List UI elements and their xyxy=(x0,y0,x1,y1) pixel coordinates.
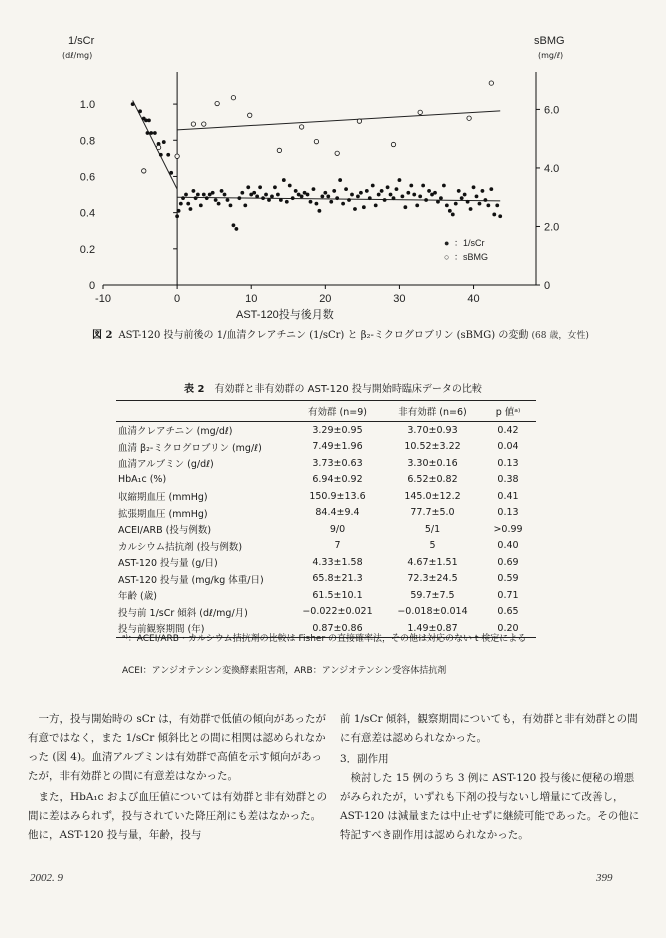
scatter-chart xyxy=(0,0,666,330)
data-point-sbmg xyxy=(418,110,422,114)
data-point-1-scr xyxy=(285,200,289,204)
data-point-sbmg xyxy=(248,113,252,117)
data-point-sbmg xyxy=(489,81,493,85)
data-point-1-scr xyxy=(353,207,357,211)
data-point-1-scr xyxy=(371,184,375,188)
legend-symbol-1: ● xyxy=(444,238,450,248)
data-point-1-scr xyxy=(315,202,319,206)
data-point-1-scr xyxy=(261,196,265,200)
data-point-1-scr xyxy=(192,189,196,193)
figure-number: 図 2 xyxy=(92,330,113,341)
footer-date: 2002. 9 xyxy=(30,872,63,884)
data-point-1-scr xyxy=(398,178,402,182)
table-cell-p: 0.65 xyxy=(497,606,519,618)
data-point-sbmg xyxy=(277,148,281,152)
data-point-1-scr xyxy=(400,194,404,198)
table-cell-p: 0.59 xyxy=(497,573,519,585)
data-point-1-scr xyxy=(240,191,244,195)
body-left-column xyxy=(28,710,328,847)
data-point-1-scr xyxy=(344,187,348,191)
data-point-1-scr xyxy=(166,153,170,157)
data-point-1-scr xyxy=(338,178,342,182)
table-cell-item: 血清 β₂-ミクログロブリン (mg/ℓ) xyxy=(118,442,262,454)
data-point-1-scr xyxy=(386,185,390,189)
data-point-1-scr xyxy=(486,204,490,208)
data-point-1-scr xyxy=(317,209,321,213)
table-row xyxy=(116,439,536,456)
data-point-1-scr xyxy=(445,204,449,208)
data-point-1-scr xyxy=(211,191,215,195)
data-point-1-scr xyxy=(451,213,455,217)
table-cell-effective: 150.9±13.6 xyxy=(309,490,366,502)
data-point-1-scr xyxy=(472,185,476,189)
legend-label-2: ：sBMG xyxy=(454,252,489,262)
data-point-1-scr xyxy=(454,202,458,206)
body-right-paragraph-1: 前 1/sCr 傾斜，観察期間についても，有効群と非有効群との間に有意差は認められなかった。 xyxy=(340,713,638,744)
data-point-1-scr xyxy=(149,131,153,135)
data-point-1-scr xyxy=(362,205,366,209)
table-cell-ineffective: 1.49±0.87 xyxy=(385,620,480,637)
table-cell-item: HbA₁c (%) xyxy=(118,474,167,486)
data-point-1-scr xyxy=(374,204,378,208)
table-title xyxy=(0,380,666,395)
data-point-1-scr xyxy=(184,193,188,197)
data-point-1-scr xyxy=(389,193,393,197)
table-cell-ineffective: 3.70±0.93 xyxy=(407,424,458,436)
data-point-sbmg xyxy=(335,151,339,155)
data-point-1-scr xyxy=(460,196,464,200)
data-point-1-scr xyxy=(288,184,292,188)
data-point-1-scr xyxy=(189,207,193,211)
data-point-1-scr xyxy=(162,140,166,144)
data-point-1-scr xyxy=(138,109,142,113)
data-point-1-scr xyxy=(356,194,360,198)
section-heading-side-effects: 3．副作用 xyxy=(340,753,389,765)
data-point-1-scr xyxy=(179,202,183,206)
table-cell-p: 0.38 xyxy=(497,474,519,486)
data-point-1-scr xyxy=(282,178,286,182)
table-cell-item: 投与前観察期間 (年) xyxy=(116,620,290,637)
data-point-1-scr xyxy=(205,196,209,200)
x-tick-label: 30 xyxy=(393,293,406,305)
data-point-1-scr xyxy=(409,184,413,188)
table-cell-ineffective: 145.0±12.2 xyxy=(404,490,461,502)
data-point-sbmg xyxy=(202,122,206,126)
data-point-1-scr xyxy=(276,193,280,197)
right-tick-label: 0 xyxy=(544,280,551,292)
table-cell-p: >0.99 xyxy=(493,523,523,535)
table-row xyxy=(116,521,536,538)
right-tick-label: 2.0 xyxy=(544,221,560,234)
table-header-p: p 値ᵃ⁾ xyxy=(480,401,536,422)
body-left-paragraph-1: 一方，投与開始時の sCr は，有効群で低値の傾向があったが有意ではなく，また 1/sCr 傾斜比との間に相関は認められなかった (図 4)。血清アルブミンは有効群で高値を示す傾向があったが，非有効群との間に有意差はなかった。 xyxy=(28,713,327,782)
data-point-1-scr xyxy=(495,204,499,208)
x-tick-label: -10 xyxy=(95,293,111,305)
data-point-sbmg xyxy=(314,139,318,143)
data-point-sbmg xyxy=(215,101,219,105)
left-tick-label: 0.8 xyxy=(79,135,96,148)
chart-axes xyxy=(80,72,559,305)
table-cell-effective: 0.87±0.86 xyxy=(290,620,385,637)
data-point-1-scr xyxy=(332,189,336,193)
data-point-1-scr xyxy=(492,213,496,217)
table-header-blank xyxy=(116,401,290,422)
table-header-effective: 有効群 (n=9) xyxy=(290,401,385,422)
data-point-1-scr xyxy=(186,202,190,206)
table-cell-p: 0.41 xyxy=(497,490,519,502)
table-cell-effective: 7.49±1.96 xyxy=(312,441,363,453)
data-point-1-scr xyxy=(146,131,150,135)
data-point-1-scr xyxy=(424,198,428,202)
data-point-1-scr xyxy=(258,185,262,189)
table-header-row xyxy=(116,401,536,422)
figure-caption-sub: (68 歳，女性) xyxy=(531,331,589,341)
data-point-sbmg xyxy=(299,125,303,129)
table-cell-effective: 9/0 xyxy=(329,523,346,535)
table-cell-p: 0.40 xyxy=(497,540,519,552)
table-row xyxy=(116,422,536,439)
table-cell-p: 0.42 xyxy=(497,424,519,436)
table-cell-item: カルシウム拮抗剤 (投与例数) xyxy=(118,541,243,553)
x-tick-label: 10 xyxy=(245,293,258,305)
right-axis-unit: (mg/ℓ) xyxy=(538,51,564,60)
data-point-1-scr xyxy=(365,189,369,193)
data-point-1-scr xyxy=(466,200,470,204)
data-point-1-scr xyxy=(368,196,372,200)
table-cell-effective: 65.8±21.3 xyxy=(312,573,363,585)
table-cell-item: AST-120 投与量 (mg/kg 体重/日) xyxy=(118,574,264,586)
data-point-1-scr xyxy=(335,196,339,200)
data-point-1-scr xyxy=(273,185,277,189)
table-cell-effective: 84.4±9.4 xyxy=(315,507,360,519)
data-point-1-scr xyxy=(436,200,440,204)
data-point-1-scr xyxy=(175,214,179,218)
data-point-1-scr xyxy=(392,196,396,200)
data-point-sbmg xyxy=(191,122,195,126)
table-cell-effective: 61.5±10.1 xyxy=(312,589,363,601)
table-cell-item: 投与前 1/sCr 傾斜 (dℓ/mg/月) xyxy=(118,607,248,619)
table-cell-effective: 3.73±0.63 xyxy=(312,457,363,469)
data-point-1-scr xyxy=(380,189,384,193)
data-point-1-scr xyxy=(153,131,157,135)
data-point-1-scr xyxy=(469,207,473,211)
table-cell-effective: 3.29±0.95 xyxy=(312,424,363,436)
data-point-1-scr xyxy=(234,227,238,231)
right-axis-label: sBMG xyxy=(534,35,565,47)
table-footnote: ᵃ⁾：ACEI/ARB・カルシウム拮抗剤の比較は Fisher の直接確率法，その他は対応のない t 検定による xyxy=(122,634,527,644)
table-cell-item: ACEI/ARB (投与例数) xyxy=(118,525,212,537)
data-point-1-scr xyxy=(323,191,327,195)
table-cell-ineffective: 59.7±7.5 xyxy=(410,589,455,601)
data-point-1-scr xyxy=(427,189,431,193)
table-row xyxy=(116,472,536,489)
left-tick-label: 0.6 xyxy=(79,171,96,184)
table-cell-item: 収縮期血圧 (mmHg) xyxy=(118,492,208,504)
data-point-1-scr xyxy=(442,184,446,188)
table-row xyxy=(116,571,536,588)
data-point-1-scr xyxy=(294,189,298,193)
data-point-1-scr xyxy=(214,198,218,202)
table-row xyxy=(116,538,536,555)
data-point-1-scr xyxy=(478,202,482,206)
figure-caption xyxy=(92,328,592,344)
data-point-sbmg xyxy=(357,119,361,123)
data-point-1-scr xyxy=(489,187,493,191)
table-abbreviations: ACEI：アンジオテンシン変換酵素阻害剤，ARB：アンジオテンシン受容体拮抗剤 xyxy=(122,666,447,676)
x-tick-label: 20 xyxy=(319,293,332,305)
table-cell-ineffective: 10.52±3.22 xyxy=(404,441,461,453)
data-point-sbmg xyxy=(467,116,471,120)
data-point-1-scr xyxy=(326,194,330,198)
data-point-1-scr xyxy=(202,193,206,197)
x-tick-label: 40 xyxy=(467,293,480,305)
left-tick-label: 0 xyxy=(88,280,96,292)
left-tick-label: 1.0 xyxy=(79,99,96,112)
table-cell-ineffective: 5 xyxy=(429,540,436,552)
right-tick-label: 4.0 xyxy=(544,162,560,175)
data-point-1-scr xyxy=(159,153,163,157)
data-point-1-scr xyxy=(403,205,407,209)
chart-points xyxy=(131,81,502,231)
table-number: 表 2 xyxy=(184,384,205,395)
table-cell-item: 血清アルブミン (g/dℓ) xyxy=(118,459,214,471)
body-right-paragraph-2: 検討した 15 例のうち 3 例に AST-120 投与後に便秘の増悪がみられたが，いずれも下剤の投与ないし増量にて改善し，AST-120 は減量または中止せずに継続可能であった。その他に特記すべき副作用は認められなかった。 xyxy=(340,772,640,841)
comparison-table xyxy=(116,400,536,638)
table-cell-effective: 6.94±0.92 xyxy=(312,474,363,486)
data-point-1-scr xyxy=(232,223,236,227)
data-point-1-scr xyxy=(475,194,479,198)
left-tick-label: 0.2 xyxy=(79,243,96,256)
table-row xyxy=(116,505,536,522)
table-cell-item: 年齢 (歳) xyxy=(118,591,157,603)
data-point-1-scr xyxy=(320,194,324,198)
data-point-1-scr xyxy=(341,202,345,206)
data-point-1-scr xyxy=(359,191,363,195)
data-point-1-scr xyxy=(412,193,416,197)
data-point-1-scr xyxy=(395,187,399,191)
trend-line-1scr xyxy=(133,100,177,189)
left-axis-unit: (dℓ/mg) xyxy=(62,51,93,60)
data-point-1-scr xyxy=(483,198,487,202)
data-point-1-scr xyxy=(252,191,256,195)
data-point-1-scr xyxy=(347,198,351,202)
data-point-1-scr xyxy=(229,204,233,208)
data-point-1-scr xyxy=(177,209,181,213)
data-point-1-scr xyxy=(421,184,425,188)
body-left-paragraph-2: また，HbA₁c および血圧値については有効群と非有効群との間に差はみられず，投与されていた降圧剤にも差はなかった。他に，AST-120 投与量，年齢，投与 xyxy=(28,791,328,841)
table-row xyxy=(116,554,536,571)
data-point-1-scr xyxy=(383,198,387,202)
data-point-1-scr xyxy=(309,200,313,204)
data-point-1-scr xyxy=(481,189,485,193)
table-cell-ineffective: 6.52±0.82 xyxy=(407,474,458,486)
data-point-1-scr xyxy=(279,198,283,202)
data-point-1-scr xyxy=(223,193,227,197)
data-point-1-scr xyxy=(291,196,295,200)
table-cell-effective: 7 xyxy=(334,540,341,552)
data-point-1-scr xyxy=(243,204,247,208)
table-row xyxy=(116,488,536,505)
right-tick-label: 6.0 xyxy=(544,104,560,117)
data-point-1-scr xyxy=(415,204,419,208)
table-row xyxy=(116,455,536,472)
data-point-1-scr xyxy=(226,198,230,202)
table-row xyxy=(116,604,536,621)
legend-label-1: ：1/sCr xyxy=(454,238,485,248)
data-point-1-scr xyxy=(498,214,502,218)
table-cell-ineffective: 4.67±1.51 xyxy=(407,556,458,568)
table-cell-p: 0.71 xyxy=(497,589,519,601)
data-point-1-scr xyxy=(457,189,461,193)
table-cell-ineffective: −0.018±0.014 xyxy=(397,606,468,618)
trend-line-sbmg xyxy=(177,111,500,130)
data-point-1-scr xyxy=(267,198,271,202)
table-title-text: 有効群と非有効群の AST-120 投与開始時臨床データの比較 xyxy=(214,384,482,395)
data-point-sbmg xyxy=(391,142,395,146)
data-point-1-scr xyxy=(217,202,221,206)
data-point-1-scr xyxy=(199,204,203,208)
data-point-1-scr xyxy=(377,193,381,197)
data-point-1-scr xyxy=(439,196,443,200)
left-axis-label: 1/sCr xyxy=(68,35,95,47)
data-point-1-scr xyxy=(131,102,135,106)
legend-symbol-2: ○ xyxy=(444,252,450,262)
data-point-1-scr xyxy=(181,196,185,200)
table-cell-item: AST-120 投与量 (g/日) xyxy=(118,558,218,570)
chart-legend xyxy=(444,238,488,262)
data-point-1-scr xyxy=(433,191,437,195)
table-cell-item: 拡張期血圧 (mmHg) xyxy=(118,508,208,520)
data-point-1-scr xyxy=(255,194,259,198)
x-tick-label: 0 xyxy=(174,293,181,305)
data-point-1-scr xyxy=(463,193,467,197)
x-axis-label: AST-120投与後月数 xyxy=(236,309,334,321)
data-point-1-scr xyxy=(306,193,310,197)
table-cell-effective: 4.33±1.58 xyxy=(312,556,363,568)
data-point-1-scr xyxy=(329,200,333,204)
data-point-1-scr xyxy=(246,185,250,189)
data-point-1-scr xyxy=(147,118,151,122)
table-cell-p: 0.13 xyxy=(497,457,519,469)
table-cell-p: 0.04 xyxy=(497,441,519,453)
data-point-1-scr xyxy=(448,209,452,213)
body-right-column xyxy=(340,710,640,847)
table-cell-ineffective: 5/1 xyxy=(424,523,441,535)
table-cell-p: 0.13 xyxy=(497,507,519,519)
table-cell-item: 血清クレアチニン (mg/dℓ) xyxy=(118,426,233,438)
data-point-1-scr xyxy=(194,196,198,200)
footer-page-number: 399 xyxy=(596,872,613,884)
table-cell-effective: −0.022±0.021 xyxy=(302,606,373,618)
data-point-1-scr xyxy=(264,193,268,197)
left-tick-label: 0.4 xyxy=(79,207,96,220)
data-point-sbmg xyxy=(175,154,179,158)
data-point-1-scr xyxy=(350,193,354,197)
data-point-sbmg xyxy=(156,145,160,149)
table-cell-p: 0.20 xyxy=(480,620,536,637)
data-point-1-scr xyxy=(418,194,422,198)
table-row xyxy=(116,587,536,604)
data-point-1-scr xyxy=(300,194,304,198)
data-point-1-scr xyxy=(237,196,241,200)
table-cell-p: 0.69 xyxy=(497,556,519,568)
data-point-1-scr xyxy=(196,193,200,197)
data-point-sbmg xyxy=(231,96,235,100)
data-point-1-scr xyxy=(169,171,173,175)
table-header-ineffective: 非有効群 (n=6) xyxy=(385,401,480,422)
table-cell-ineffective: 77.7±5.0 xyxy=(410,507,455,519)
data-point-1-scr xyxy=(270,194,274,198)
data-point-1-scr xyxy=(312,187,316,191)
data-point-sbmg xyxy=(142,169,146,173)
table-cell-ineffective: 3.30±0.16 xyxy=(407,457,458,469)
data-point-1-scr xyxy=(220,189,224,193)
figure-caption-text: AST-120 投与前後の 1/血清クレアチニン (1/sCr) と β₂-ミクログロブリン (sBMG) の変動 xyxy=(118,330,529,341)
data-point-1-scr xyxy=(406,191,410,195)
table-cell-ineffective: 72.3±24.5 xyxy=(407,573,458,585)
